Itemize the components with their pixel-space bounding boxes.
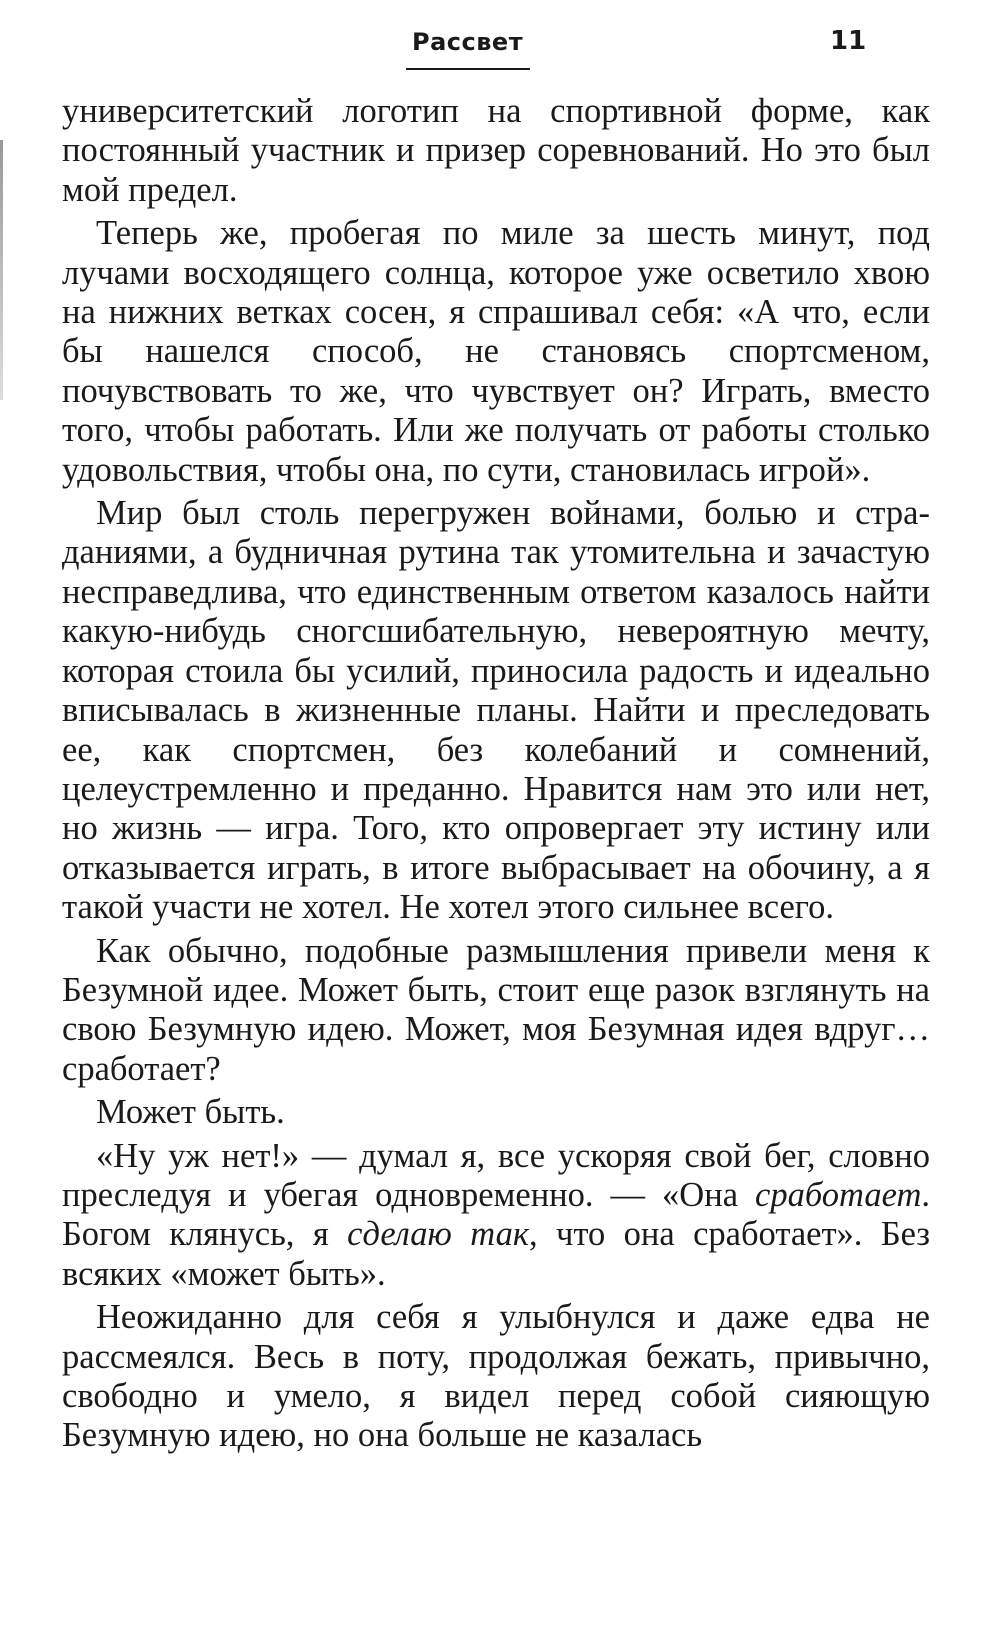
- running-title: Рассвет: [412, 28, 524, 56]
- paragraph-text: Может быть.: [96, 1093, 285, 1132]
- paragraph: [62, 92, 930, 210]
- paragraph: [62, 1137, 930, 1295]
- page-header: [0, 18, 1000, 78]
- paragraph: [62, 932, 930, 1090]
- page-number: 11: [830, 26, 867, 56]
- paragraph: [62, 1093, 930, 1132]
- paragraph-text: Неожиданно для себя я улыбнулся и даже едва не рассмеялся. Весь в поту, продолжая бежать, привычно, свободно и умело, я видел перед собой сияющую Безумную идею, но она больше не казалась: [62, 1298, 930, 1455]
- page-edge-shadow: [0, 140, 3, 400]
- paragraph-text: . Богом клянусь, я: [62, 1175, 930, 1254]
- italic-text: сработает: [755, 1175, 922, 1214]
- paragraph-text: «Ну уж нет!» — думал я, все ускоряя свой бег, словно преследуя и убегая одновременно. — «Она: [62, 1136, 930, 1214]
- italic-text: сделаю так: [347, 1215, 529, 1254]
- paragraph-text: Как обычно, подобные размышления привели меня к Безумной идее. Может быть, стоит еще разок взглянуть на свою Безумную идею. Может, моя Безумная идея вдруг… сработает?: [62, 931, 930, 1088]
- paragraph: [62, 1298, 930, 1456]
- header-rule: [406, 68, 530, 70]
- paragraph: [62, 494, 930, 927]
- paragraph-text: Мир был столь перегружен войнами, болью и страданиями, а будничная рутина так утомительна и зачастую несправедлива, что единственным ответом казалось найти какую-нибудь сногсшибательную, невероятную мечту, которая стоила бы усилий, приносила радость и идеально вписывалась в жизненные планы. Найти и преследовать ее, как спортсмен, без колебаний и сомнений, целеустремленно и преданно. Нравится нам это или нет, но жизнь — игра. Того, кто опровергает эту истину или отказывается играть, в итоге выбрасывает на обочину, а я такой участи не хотел. Не хотел этого сильнее всего.: [62, 494, 930, 927]
- paragraph-text: университетский логотип на спортивной форме, как постоянный участник и призер соревнований. Но это был мой предел.: [62, 92, 930, 209]
- paragraph-text: Теперь же, пробегая по миле за шесть минут, под лучами восходящего солнца, которое уже осветило хвою на нижних ветках сосен, я спрашивал себя: «А что, если бы нашелся способ, не становясь спортсменом, почувствовать то же, что чувствует он? Играть, вместо того, чтобы работать. Или же получать от работы столько удовольствия, чтобы она, по сути, становилась игрой».: [62, 214, 930, 489]
- paragraph: [62, 214, 930, 490]
- paragraph-text: , что она сработает». Без всяких «может быть».: [62, 1215, 930, 1293]
- body-text: [62, 92, 930, 1456]
